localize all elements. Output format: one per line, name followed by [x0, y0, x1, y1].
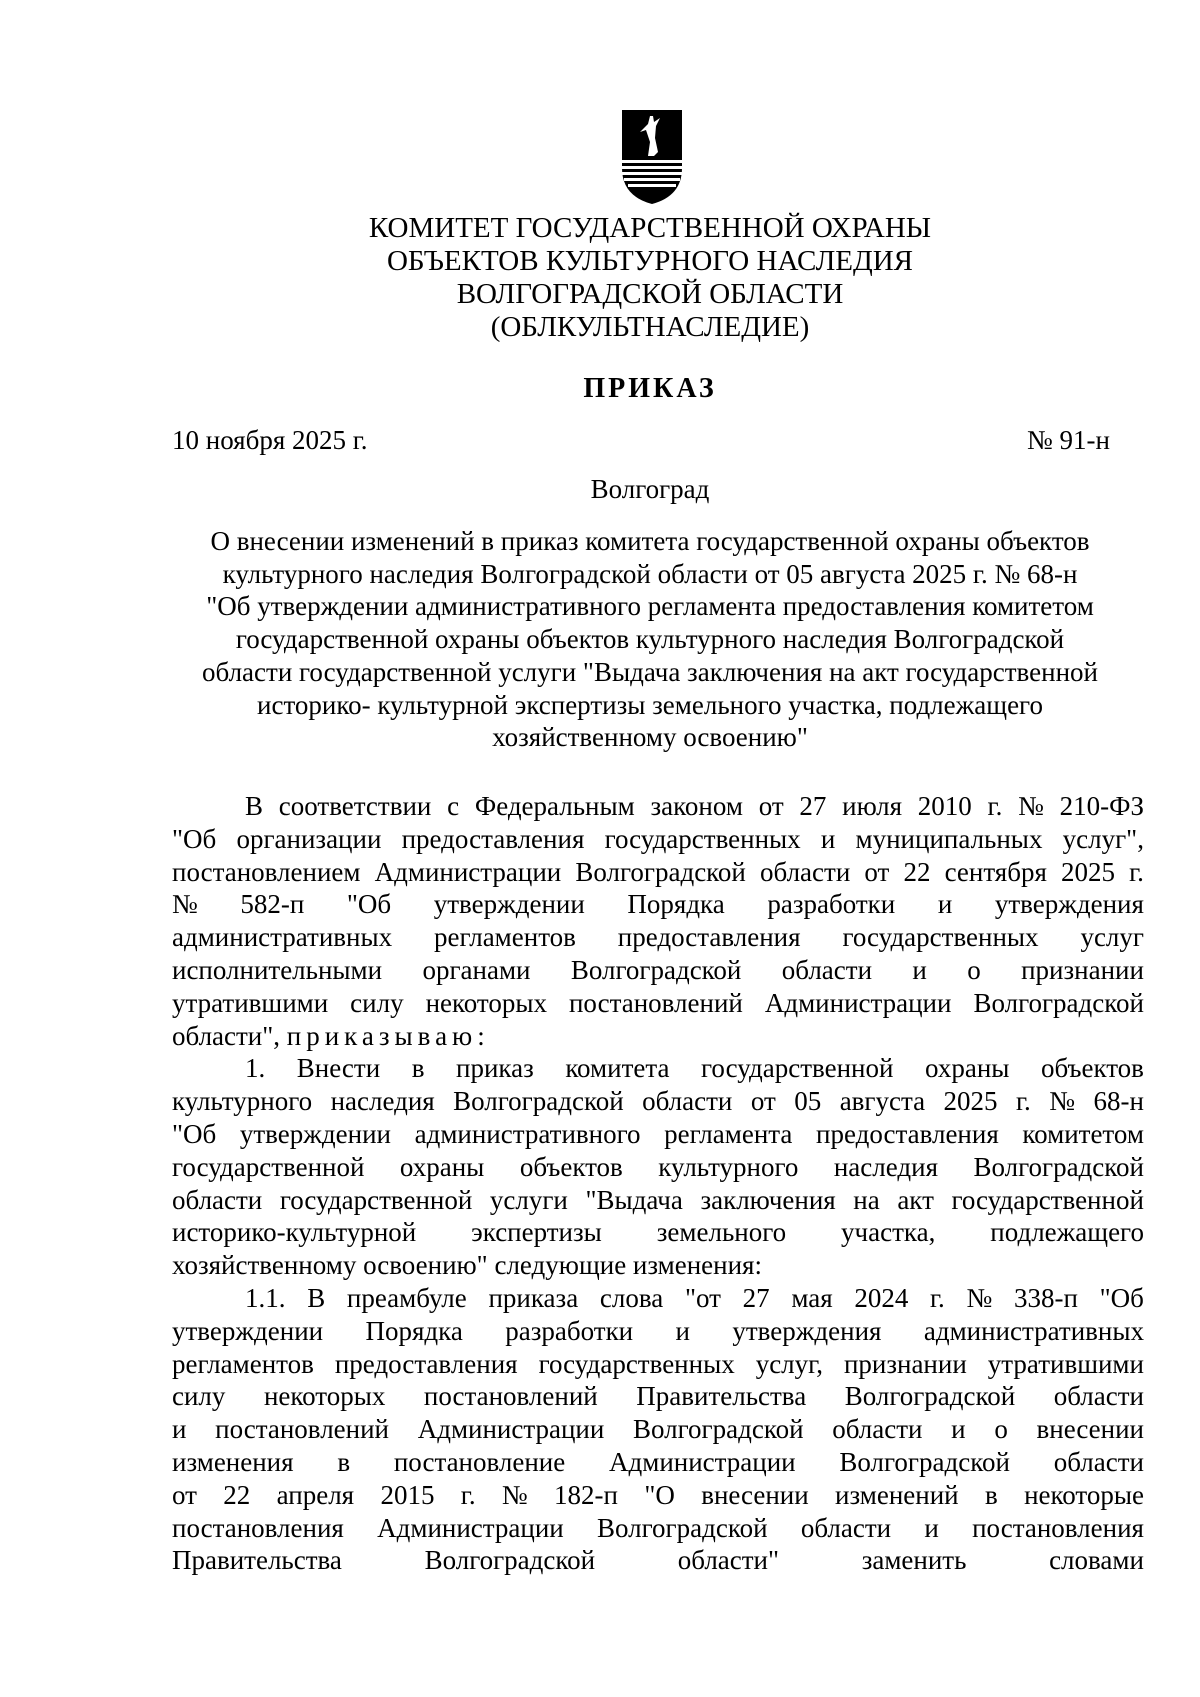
word: объектов [519, 1151, 623, 1182]
word: 68-н [1093, 1086, 1144, 1117]
word: государственных [842, 922, 1039, 953]
paragraph-line [172, 987, 1144, 1020]
word: внесении [701, 1479, 809, 1510]
paragraph-line [172, 1282, 1144, 1315]
word: государственной [701, 1053, 894, 1084]
word: утверждения [994, 889, 1144, 920]
document-city: Волгоград [590, 474, 710, 504]
word: области [832, 1414, 923, 1445]
word: и [912, 954, 927, 985]
word: области [172, 1184, 263, 1215]
document-date: 10 ноября 2025 г. [172, 425, 368, 455]
word: наследия [330, 1086, 435, 1117]
word: охраны [399, 1151, 485, 1182]
org-line: ВОЛГОГРАДСКОЙ ОБЛАСТИ [456, 278, 844, 310]
word: Федеральным [474, 791, 635, 821]
subject-line: "Об утверждении административного регламента предоставления комитетом [206, 591, 1094, 622]
word: земельного [656, 1217, 787, 1248]
paragraph-line [172, 1184, 1144, 1217]
paragraph-line [172, 1446, 1144, 1479]
org-line: ОБЪЕКТОВ КУЛЬТУРНОГО НАСЛЕДИЯ [386, 245, 914, 277]
word: административных [923, 1315, 1144, 1346]
word: постановлений [215, 1414, 390, 1445]
word: внесении [1036, 1414, 1144, 1445]
word: Волгоградской [633, 1414, 804, 1445]
word: Волгоградской [453, 1086, 624, 1117]
paragraph-line [172, 1020, 1144, 1053]
word: постановления [172, 1512, 344, 1543]
paragraph-line [172, 1512, 1144, 1545]
word: 22 [223, 1479, 251, 1510]
subject-line: государственной охраны объектов культурного наследия Волгоградской [235, 624, 1065, 655]
word: № [172, 889, 198, 920]
word: Волгоградской [973, 987, 1144, 1018]
word: мая [791, 1282, 833, 1313]
word: "Об [1099, 1282, 1144, 1313]
paragraph-item-1-1 [172, 1282, 1144, 1577]
organization-name [250, 212, 1050, 344]
document-body [172, 790, 1144, 1577]
word: исполнительными [172, 954, 383, 985]
word: Администрации [417, 1414, 605, 1445]
word: административных [172, 922, 393, 953]
word: приказа [488, 1282, 579, 1313]
word: сентября [944, 856, 1047, 887]
paragraph-line [172, 790, 1144, 823]
word: № [501, 1479, 528, 1510]
document-number: № 91-н [1027, 425, 1110, 455]
word: предоставления [617, 922, 801, 953]
word: соответствии [278, 791, 432, 821]
word: 1.1. [245, 1282, 286, 1313]
word: августа [839, 1086, 926, 1117]
word: 2010 [917, 791, 972, 821]
word: на [853, 1184, 880, 1215]
word: области [642, 1086, 733, 1117]
word: 582-п [240, 889, 305, 920]
word: г. [460, 1479, 476, 1510]
word: 05 [794, 1086, 822, 1117]
paragraph-line [172, 823, 1144, 856]
word: силу [172, 1381, 226, 1412]
paragraph-line [172, 1479, 1144, 1512]
word: словами [1049, 1545, 1144, 1576]
word: Волгоградской [844, 1381, 1016, 1412]
word: № [1018, 791, 1044, 821]
paragraph-line [172, 1216, 1144, 1249]
word: и [172, 1414, 187, 1445]
word: подлежащего [990, 1217, 1144, 1248]
word: силу [350, 987, 404, 1018]
word: изменения [172, 1446, 294, 1477]
word: Волгоградской [575, 856, 746, 887]
word: утратившими [987, 1348, 1144, 1379]
word: Порядка [627, 889, 725, 920]
word: государственной [951, 1184, 1144, 1215]
word: слова [599, 1282, 664, 1313]
word: и [675, 1315, 690, 1346]
word: постановление [393, 1446, 566, 1477]
org-line: (ОБЛКУЛЬТНАСЛЕДИЕ) [490, 311, 810, 343]
word: разработки [505, 1315, 634, 1346]
word: о [994, 1414, 1008, 1445]
word: № [1049, 1086, 1075, 1117]
subject-line: О внесении изменений в приказ комитета государственной охраны объектов [210, 526, 1090, 556]
volgograd-coat-of-arms-icon [620, 108, 684, 206]
word: Волгоградской [424, 1545, 596, 1576]
word: организации [236, 823, 382, 854]
word: предоставления [816, 1118, 999, 1149]
word: области [800, 1512, 892, 1543]
word: услуги [489, 1184, 568, 1215]
word: 2015 [380, 1479, 435, 1510]
word: 2025 [1061, 856, 1115, 887]
paragraph-line [172, 1544, 1144, 1577]
word: 27 [742, 1282, 770, 1313]
word: утверждении [239, 1118, 391, 1149]
word: Волгоградской [570, 954, 742, 985]
word: экспертизы [471, 1217, 602, 1248]
word: 210-ФЗ [1059, 791, 1144, 821]
paragraph-line [172, 888, 1144, 921]
word: от [172, 1479, 197, 1510]
word: г. [1016, 1086, 1031, 1117]
word: В [245, 791, 264, 821]
word: разработки [767, 889, 896, 920]
paragraph-line [172, 856, 1144, 889]
word: области" [677, 1545, 780, 1576]
word: государственной [279, 1184, 473, 1215]
word: государственных [604, 823, 801, 854]
word: акт [897, 1184, 934, 1215]
word: и [820, 823, 836, 854]
word: утверждении [172, 1315, 324, 1346]
word: и [924, 1512, 939, 1543]
word: заключения [700, 1184, 836, 1215]
word: "Выдача [585, 1184, 683, 1215]
word: регламентов [172, 1348, 314, 1379]
word: Порядка [365, 1315, 463, 1346]
word: некоторые [1024, 1479, 1144, 1510]
paragraph-line [172, 921, 1144, 954]
paragraph-line [172, 1118, 1144, 1151]
word: некоторых [425, 987, 547, 1018]
word: комитетом [1022, 1118, 1144, 1149]
paragraph-line [172, 1052, 1144, 1085]
word: наследия [833, 1151, 938, 1182]
document-type-title: ПРИКАЗ [583, 373, 717, 404]
paragraph-item-1 [172, 1052, 1144, 1249]
org-line: КОМИТЕТ ГОСУДАРСТВЕННОЙ ОХРАНЫ [368, 212, 932, 244]
word: преамбуле [346, 1282, 467, 1313]
word: № [966, 1282, 993, 1313]
word: Волгоградской [597, 1512, 768, 1543]
word: постановлений [568, 987, 743, 1018]
word: регламентов [434, 922, 576, 953]
word: историко-культурной [172, 1217, 417, 1248]
word: 2025 [943, 1086, 998, 1117]
word: законом [650, 791, 743, 821]
word: услуг", [1062, 823, 1144, 854]
word: "Об [346, 889, 392, 920]
paragraph-line [172, 1413, 1144, 1446]
paragraph-preamble [172, 790, 1144, 1020]
paragraph-line [172, 1151, 1144, 1184]
word: июля [842, 791, 903, 821]
word: в [984, 1479, 998, 1510]
word: услуг, [755, 1348, 823, 1379]
word: в [337, 1446, 351, 1477]
paragraph-line [172, 1085, 1144, 1118]
word: Правительства [172, 1545, 342, 1576]
word: заменить [861, 1545, 967, 1576]
word: от [864, 856, 890, 887]
word: Администрации [377, 1512, 564, 1543]
word: 338-п [1013, 1282, 1078, 1313]
word: признании [843, 1348, 967, 1379]
word: приказ [456, 1053, 534, 1084]
word: признании [1021, 954, 1144, 985]
word: участка, [841, 1217, 936, 1248]
subject-line: области государственной услуги "Выдача заключения на акт государственной [202, 656, 1098, 687]
word: охраны [925, 1053, 1010, 1084]
word: постановления [972, 1512, 1144, 1543]
word: г. [1129, 856, 1144, 887]
word: с [447, 791, 460, 821]
subject-line: культурного наследия Волгоградской области от 05 августа 2025 г. № 68-н [222, 558, 1078, 589]
word: комитета [565, 1053, 670, 1084]
word: услуг [1080, 922, 1144, 953]
word: утратившими [172, 987, 329, 1018]
subject-line: историко- культурной экспертизы земельного участка, подлежащего [257, 689, 1043, 720]
word: г. [987, 791, 1003, 821]
word: Внести [296, 1053, 381, 1084]
word: области [1053, 1381, 1144, 1412]
word: и [951, 1414, 966, 1445]
word: апреля [276, 1479, 355, 1510]
word: предоставления [334, 1348, 518, 1379]
word: объектов [1040, 1053, 1144, 1084]
word: Волгоградской [839, 1446, 1010, 1477]
word: 1. [245, 1053, 266, 1084]
paragraph-line [172, 954, 1144, 987]
word: В [307, 1282, 326, 1313]
word: от [758, 791, 784, 821]
word: предоставления [401, 823, 585, 854]
word: от [750, 1086, 776, 1117]
paragraph-line: хозяйственному освоению" следующие изменения: [172, 1250, 762, 1281]
word: регламента [664, 1118, 793, 1149]
word: постановлений [423, 1381, 598, 1412]
word: государственной [172, 1151, 365, 1182]
word: изменений [835, 1479, 959, 1510]
word: Администрации [764, 987, 952, 1018]
word: области [781, 954, 873, 985]
word: утверждении [433, 889, 585, 920]
word: 182-п [554, 1479, 618, 1510]
paragraph-line [172, 1348, 1144, 1381]
word: органами [422, 954, 531, 985]
word: о [967, 954, 981, 985]
document-subject [150, 525, 1150, 754]
word: некоторых [263, 1381, 386, 1412]
word: административного [414, 1118, 641, 1149]
line-text: области", [172, 1020, 281, 1051]
word: "О [644, 1479, 675, 1510]
word: государственных [538, 1348, 735, 1379]
decree-word: приказываю: [286, 1020, 490, 1051]
word: в [411, 1053, 425, 1084]
word: г. [930, 1282, 945, 1313]
word: 2024 [854, 1282, 909, 1313]
word: области [1053, 1446, 1144, 1477]
word: "от [684, 1282, 721, 1313]
word: Администрации [374, 856, 562, 887]
word: утверждения [732, 1315, 882, 1346]
word: Волгоградской [973, 1151, 1144, 1182]
word: культурного [172, 1086, 313, 1117]
word: "Об [172, 1118, 217, 1149]
word: постановлением [172, 856, 361, 887]
word: Правительства [636, 1381, 807, 1412]
word: и [937, 889, 953, 920]
word: муниципальных [855, 823, 1043, 854]
word: "Об [172, 823, 217, 854]
word: 22 [903, 856, 931, 887]
paragraph-line [172, 1380, 1144, 1413]
word: культурного [658, 1151, 799, 1182]
word: области [760, 856, 851, 887]
word: Администрации [609, 1446, 796, 1477]
paragraph-line [172, 1315, 1144, 1348]
word: 27 [799, 791, 827, 821]
subject-line: хозяйственному освоению" [492, 722, 808, 753]
